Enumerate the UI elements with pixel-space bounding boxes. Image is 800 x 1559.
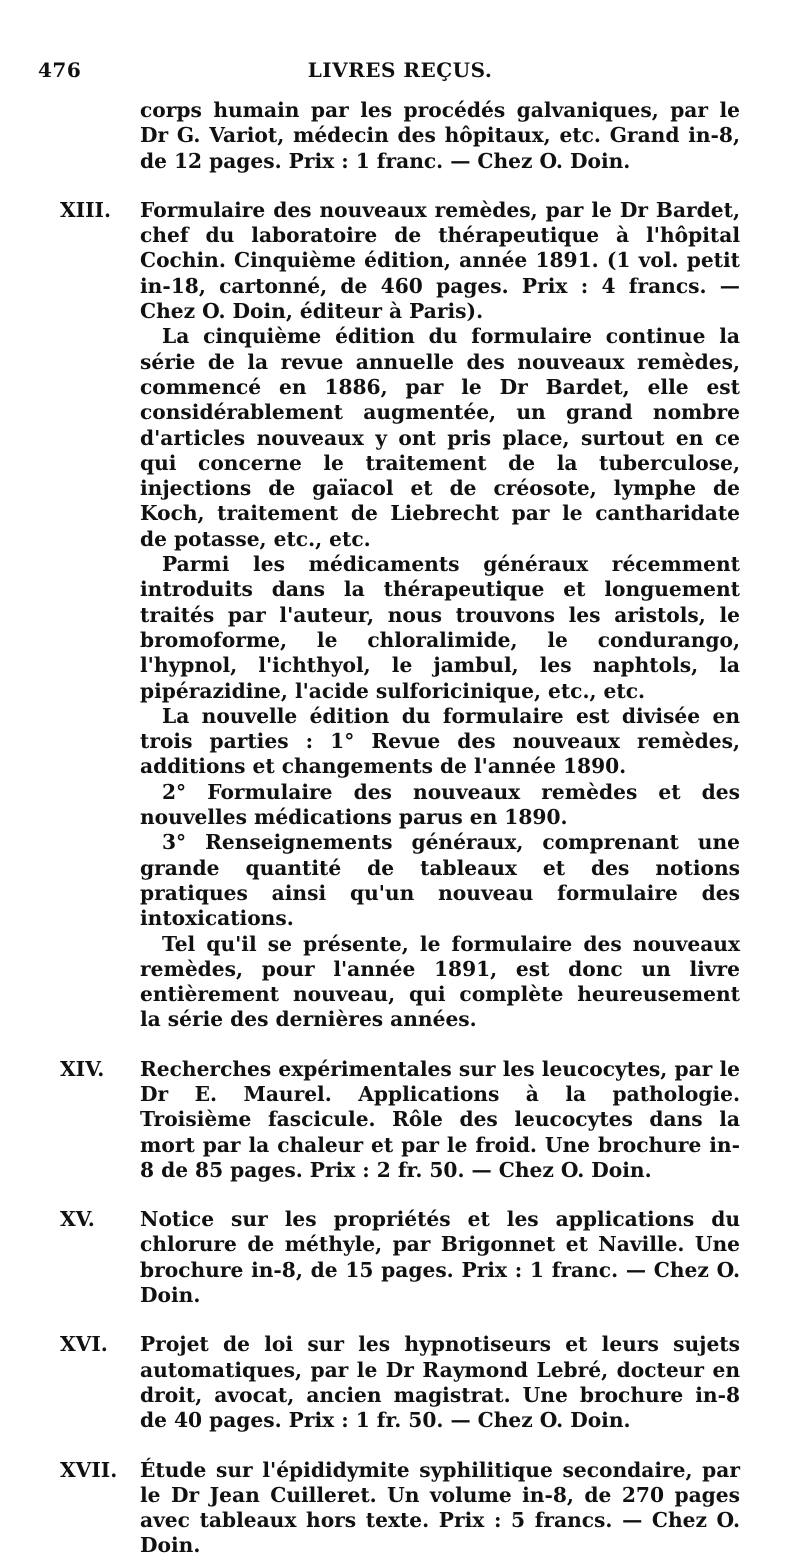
book-entry <box>60 1332 740 1433</box>
book-entry <box>60 1458 740 1559</box>
entry-paragraph: 2° Formulaire des nouveaux remèdes et des nouvelles médications parus en 1890. <box>140 779 740 830</box>
entry-number: XVI. <box>60 1332 108 1357</box>
entry-paragraph: 3° Renseignements généraux, comprenant une grande quantité de tableaux et des notions pratiques ainsi qu'un nouveau formulaire des intoxications. <box>140 830 740 931</box>
book-entry <box>60 1057 740 1183</box>
entry-gap <box>60 1033 740 1057</box>
book-list <box>60 98 740 1559</box>
entry-number: XIV. <box>60 1056 105 1081</box>
entry-paragraph: Tel qu'il se présente, le formulaire des nouveaux remèdes, pour l'année 1891, est donc un livre entièrement nouveau, qui complète heureusement la série des dernières années. <box>140 931 740 1032</box>
entry-number: XVII. <box>60 1457 118 1482</box>
entry-gap <box>60 1434 740 1458</box>
entry-number: XIII. <box>60 197 112 222</box>
entry-body <box>140 98 740 174</box>
entry-paragraph: Étude sur l'épididymite syphilitique secondaire, par le Dr Jean Cuilleret. Un volume in-8, de 270 pages avec tableaux hors texte. Prix : 5 francs. — Chez O. Doin. <box>140 1457 740 1558</box>
page-header <box>0 58 800 88</box>
entry-gap <box>60 174 740 198</box>
book-entry <box>60 98 740 174</box>
entry-paragraph: Projet de loi sur les hypnotiseurs et leurs sujets automatiques, par le Dr Raymond Lebré, docteur en droit, avocat, ancien magistrat. Une brochure in-8 de 40 pages. Prix : 1 fr. 50. — Chez O. Doin. <box>140 1332 740 1433</box>
entry-gap <box>60 1308 740 1332</box>
book-entry <box>60 198 740 1033</box>
running-title: LIVRES REÇUS. <box>307 58 493 82</box>
entry-paragraph: Recherches expérimentales sur les leucocytes, par le Dr E. Maurel. Applications à la pathologie. Troisième fascicule. Rôle des leucocytes dans la mort par la chaleur et par le froid. Une brochure in-8 de 85 pages. Prix : 2 fr. 50. — Chez O. Doin. <box>140 1056 740 1182</box>
entry-paragraph: La cinquième édition du formulaire continue la série de la revue annuelle des nouveaux remèdes, commencé en 1886, par le Dr Bardet, elle est considérablement augmentée, un grand nombre d'articles nouveaux y ont pris place, surtout en ce qui concerne le traitement de la tuberculose, injections de gaïacol et de créosote, lymphe de Koch, traitement de Liebrecht par le cantharidate de potasse, etc., etc. <box>140 324 740 551</box>
entry-body <box>140 198 740 1033</box>
entry-paragraph: Formulaire des nouveaux remèdes, par le Dr Bardet, chef du laboratoire de thérapeutique à l'hôpital Cochin. Cinquième édition, année 1891. (1 vol. petit in-18, cartonné, de 460 pages. Prix : 4 francs. — Chez O. Doin, éditeur à Paris). <box>140 197 740 324</box>
book-entry <box>60 1207 740 1308</box>
entry-paragraph: Notice sur les propriétés et les applications du chlorure de méthyle, par Brigonnet et Naville. Une brochure in-8, de 15 pages. Prix : 1 franc. — Chez O. Doin. <box>140 1207 740 1308</box>
entry-paragraph: La nouvelle édition du formulaire est divisée en trois parties : 1° Revue des nouveaux remèdes, additions et changements de l'année 1890. <box>140 703 740 779</box>
entry-body <box>140 1332 740 1433</box>
entry-body <box>140 1057 740 1183</box>
entry-body <box>140 1458 740 1559</box>
page-number: 476 <box>38 58 82 82</box>
entry-body <box>140 1207 740 1308</box>
entry-number: XV. <box>60 1207 95 1232</box>
entry-gap <box>60 1183 740 1207</box>
entry-paragraph: corps humain par les procédés galvaniques, par le Dr G. Variot, médecin des hôpitaux, etc. Grand in-8, de 12 pages. Prix : 1 franc. — Chez O. Doin. <box>140 98 740 173</box>
entry-paragraph: Parmi les médicaments généraux récemment introduits dans la thérapeutique et longuement traités par l'auteur, nous trouvons les aristols, le bromoforme, le chloralimide, le condurango, l'hypnol, l'ichthyol, le jambul, les naphtols, la pipérazidine, l'acide sulforicinique, etc., etc. <box>140 552 740 703</box>
